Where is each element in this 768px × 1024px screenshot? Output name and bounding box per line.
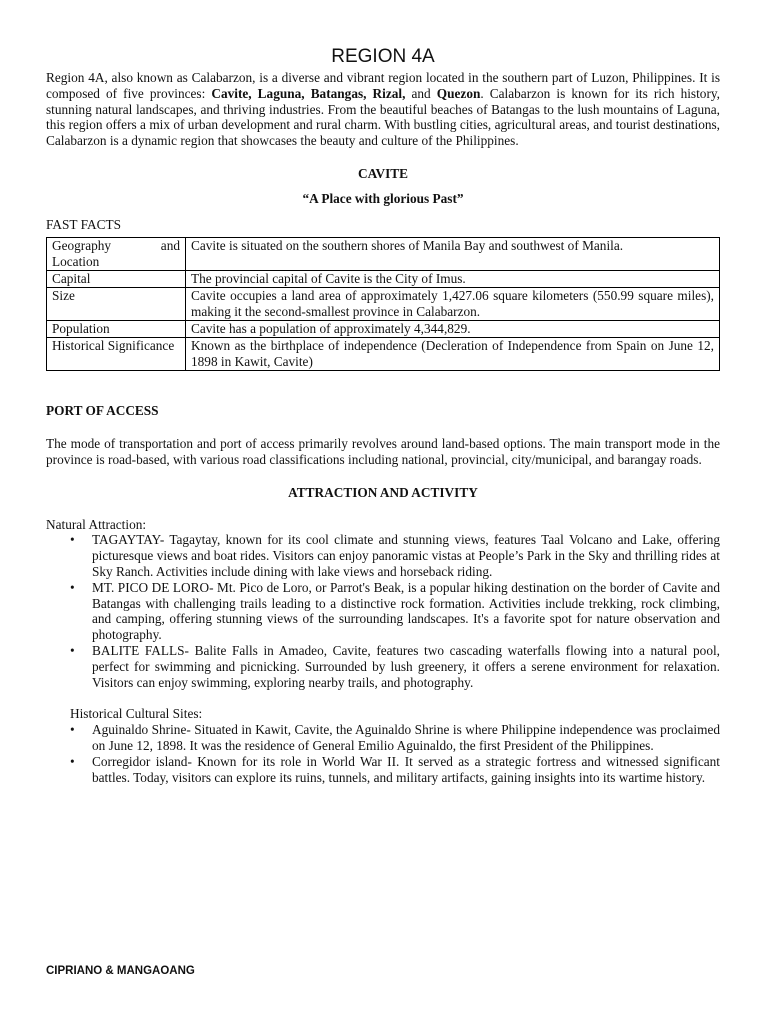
natural-attraction-heading: Natural Attraction: [46,516,147,532]
list-item-text: Corregidor island- Known for its role in World War II. It served as a strategic fortress and witnessed significant battles. Today, visitors can explore its ruins, tunnels, and military artifacts, gaining insights into its wartime history. [92,753,720,785]
geo-label-word1: Geography [52,238,112,254]
fact-label-capital: Capital [47,271,186,288]
natural-attraction-list [46,532,720,690]
list-item [46,532,720,579]
bullet-icon: • [70,753,75,769]
bullet-icon: • [70,642,75,658]
table-row [47,288,720,321]
fact-value-size: Cavite occupies a land area of approximately 1,427.06 square kilometers (550.99 square miles), making it the second-smallest province in Calabarzon. [186,288,720,321]
fact-value-population: Cavite has a population of approximately 4,344,829. [186,321,720,338]
attraction-heading: ATTRACTION AND ACTIVITY [288,484,478,500]
cavite-slogan: “A Place with glorious Past” [302,190,464,206]
bullet-icon: • [70,532,75,548]
fact-label-geography [47,238,186,271]
table-row [47,238,720,271]
fact-label-size: Size [47,288,186,321]
list-item [46,722,720,754]
port-of-access-paragraph: The mode of transportation and port of access primarily revolves around land-based options. The main transport mode in the province is road-based, with various road classifications including national, provincial, city/municipal, and barangay roads. [46,436,720,467]
historical-sites-list [46,722,720,785]
bullet-icon: • [70,722,75,738]
fact-value-historical: Known as the birthplace of independence (Decleration of Independence from Spain on June 12, 1898 in Kawit, Cavite) [186,338,720,371]
intro-and: and [405,85,437,101]
list-item-text: TAGAYTAY- Tagaytay, known for its cool climate and stunning views, features Taal Volcano and Lake, offering picturesque views and boat rides. Visitors can enjoy panoramic vistas at People’s Park in the Sky and thrilling rides at Sky Ranch. Activities include dining with lake views and horseback riding. [92,532,720,579]
intro-paragraph [46,70,720,149]
list-item [46,643,720,690]
fast-facts-table [46,237,720,371]
list-item [46,754,720,786]
list-item-text: MT. PICO DE LORO- Mt. Pico de Loro, or Parrot's Beak, is a popular hiking destination on the border of Cavite and Batangas with challenging trails leading to a distinctive rock formation. Activities include trekking, rock climbing, and camping, offering stunning views of the surrounding landscapes. It's a favorite spot for nature observation and photography. [92,579,720,643]
document-page [46,0,720,785]
fact-value-geography: Cavite is situated on the southern shores of Manila Bay and southwest of Manila. [186,238,720,271]
fact-label-population: Population [47,321,186,338]
fact-label-historical: Historical Significance [47,338,186,371]
table-row [47,338,720,371]
intro-provinces: Cavite, Laguna, Batangas, Rizal, [211,85,406,101]
port-of-access-heading: PORT OF ACCESS [46,403,159,419]
table-row [47,271,720,288]
intro-last-province: Quezon [436,85,481,101]
intro-text-end: . Calabarzon is known for its rich history, stunning natural landscapes, and thriving industries. From the beautiful beaches of Batangas to the lush mountains of Laguna, this region offers a mix of urban development and rural charm. With bustling cities, agricultural areas, and tourist destinations, Calabarzon is a dynamic region that showcases the beauty and culture of the Philippines. [46,85,720,149]
list-item-text: Aguinaldo Shrine- Situated in Kawit, Cavite, the Aguinaldo Shrine is where Philippine independence was proclaimed on June 12, 1898. It was the residence of General Emilio Aguinaldo, the first President of the Philippines. [92,722,720,753]
geo-label-word2: and [160,238,180,254]
historical-sites-heading: Historical Cultural Sites: [70,706,203,722]
list-item-text: BALITE FALLS- Balite Falls in Amadeo, Cavite, features two cascading waterfalls flowing into a natural pool, perfect for swimming and picnicking. Surrounded by lush greenery, it offers a serene environment for relaxation. Visitors can enjoy swimming, exploring nearby trails, and photography. [92,642,720,690]
table-row [47,321,720,338]
cavite-heading: CAVITE [357,165,408,181]
geo-label-word3: Location [52,254,100,270]
intro-text-start: Region 4A, also known as Calabarzon, is a diverse and vibrant region located in the southern part of Luzon, Philippines. It is composed of five provinces: [46,70,720,101]
list-item [46,580,720,643]
fast-facts-heading: FAST FACTS [46,216,122,232]
bullet-icon: • [70,579,75,595]
page-footer: CIPRIANO & MANGAOANG [46,965,195,977]
fact-value-capital: The provincial capital of Cavite is the City of Imus. [186,271,720,288]
page-title: REGION 4A [331,46,435,67]
